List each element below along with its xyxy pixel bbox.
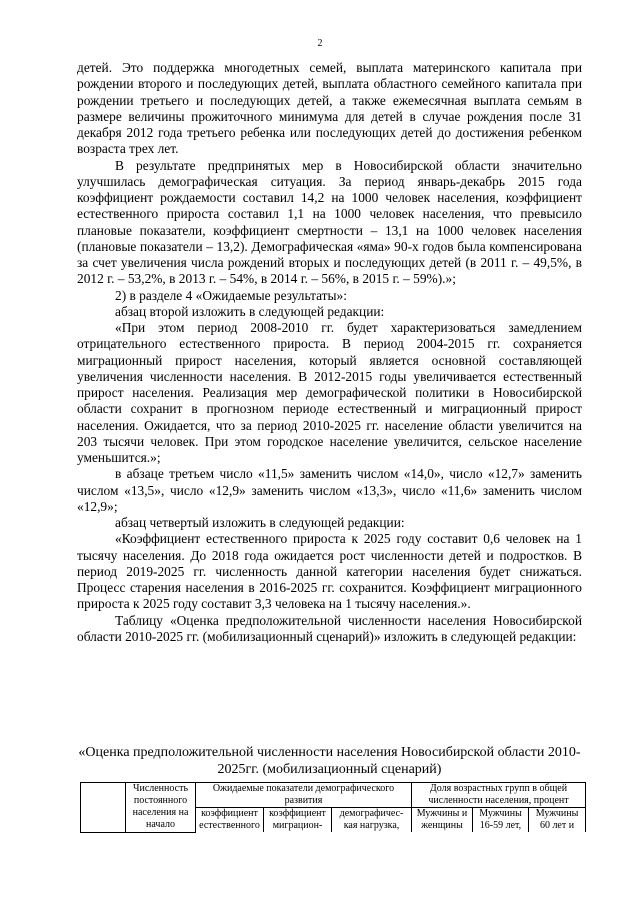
paragraph: Таблицу «Оценка предположительной численности населения Новосибирской области 2010-2025 гг. (мобилизационный сценарий)» изложить в следующей редакции: [77,612,582,644]
paragraph: «Коэффициент естественного прироста к 2025 году составит 0,6 человек на 1 тысячу населения. До 2018 года ожидается рост численности детей и подростков. В период 2019-2025 гг. численность данной категории населения будет снижаться. Процесс старения населения в 2016-2025 гг. сохранится. Коэффициент миграционного прироста к 2025 году составит 3,3 человека на 1 тысячу населения.». [77,531,582,612]
table-header-indicators: Ожидаемые показатели демографического развития [196,783,412,808]
paragraph: В результате предпринятых мер в Новосибирской области значительно улучшилась демографическая ситуация. За период январь-декабрь 2015 года коэффициент рождаемости составил 14,2 на 1000 человек населения, коэффициент естественного прироста составил 1,1 на 1000 человек населения, что превысило плановые показатели, коэффициент смертности – 13,1 на 1000 человек населения (плановые показатели – 13,2). Демографическая «яма» 90-х годов была компенсирована за счет увеличения числа рождений вторых и последующих детей (в 2011 г. – 49,5%, в 2012 г. – 53,2%, в 2013 г. – 54%, в 2014 г. – 56%, в 2015 г. – 59%).»; [77,157,582,287]
paragraph: 2) в разделе 4 «Ожидаемые результаты»: [115,287,347,303]
paragraph: в абзаце третьем число «11,5» заменить числом «14,0», число «12,7» заменить числом «13,5», число «12,9» заменить числом «13,3», число «11,6» заменить числом «12,9»; [77,466,582,514]
table-header-men-16-59: Мужчины 16-59 лет, [473,808,529,833]
table-header-over-working-age: Мужчины и женщины [412,808,473,833]
table-header-population: Численность постоянного населения на начало [126,783,196,833]
page-number: 2 [317,38,323,49]
table-header-demographic-load: демографичес-кая нагрузка, [332,808,412,833]
document-body [77,60,582,645]
population-table [80,782,586,833]
table-title: «Оценка предположительной численности населения Новосибирской области 2010-2025гг. (мобилизационный сценарий) [78,745,581,777]
paragraph: абзац второй изложить в следующей редакции: [115,303,385,319]
table-header-age-groups: Доля возрастных групп в общей численности населения, процент [412,783,586,808]
paragraph: детей. Это поддержка многодетных семей, выплата материнского капитала при рождении второго и последующих детей, выплата областного семейного капитала при рождении третьего и последующих детей, а также ежемесячная выплата семьям в размере величины прожиточного минимума для детей в случае рождения после 31 декабря 2012 года третьего ребенка или последующих детей до достижения ребенком возраста трех лет. [77,60,582,157]
paragraph: «При этом период 2008-2010 гг. будет характеризоваться замедлением отрицательного естественного прироста. В период 2004-2015 гг. сохраняется миграционный прирост населения, который является основной составляющей увеличения численности населения. В 2012-2015 годы увеличивается естественный прирост населения. Реализация мер демографической политики в Новосибирской области сохранит в прогнозном периоде естественный и миграционный прирост населения. Ожидается, что за период 2010-2025 гг. население области увеличится на 203 тысячи человек. При этом городское население увеличится, сельское население уменьшится.»; [77,320,582,465]
paragraph: абзац четвертый изложить в следующей редакции: [115,515,405,530]
table-header-empty [81,783,126,833]
table-header-migration-growth: коэффициент миграцион- [264,808,332,833]
table-header-natural-growth: коэффициент естественного [196,808,264,833]
table-header-men-60: Мужчины 60 лет и [529,808,586,833]
